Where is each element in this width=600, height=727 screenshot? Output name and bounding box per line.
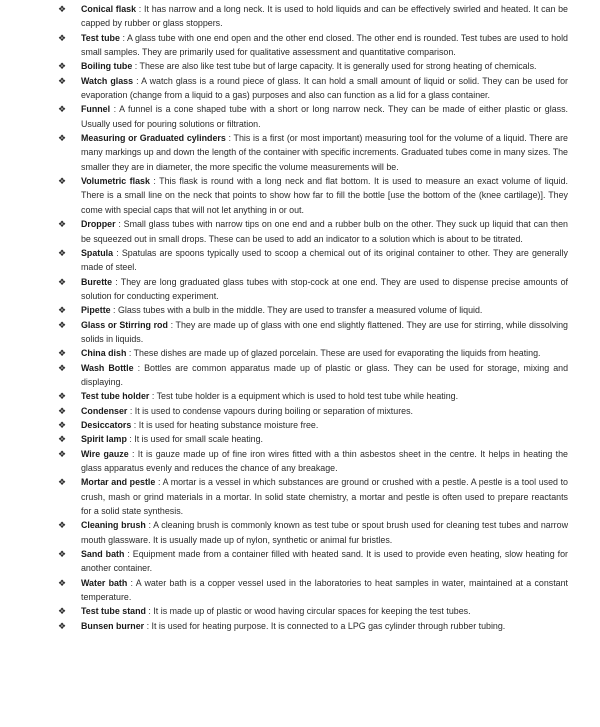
apparatus-description: : It is gauze made up of fine iron wires fitted with a thin asbestos sheet in the centre. It helps in heating the glass apparatus evenly and reduces the chance of any breakage. xyxy=(81,448,568,473)
list-item xyxy=(56,418,568,432)
apparatus-term: Sand bath xyxy=(81,549,125,560)
apparatus-term: Test tube holder xyxy=(81,391,150,402)
apparatus-description: : A water bath is a copper vessel used in the laboratories to heat samples in water, maintained at a constant temperature. xyxy=(81,577,568,603)
apparatus-term: Condenser xyxy=(81,405,128,416)
list-item xyxy=(56,447,568,476)
apparatus-description: : This flask is round with a long neck and flat bottom. It is used to measure an exact volume of liquid. There is a small line on the neck that points to show how far to fill the bottle [use the bottom of the (knee cartilage)]. They come with special caps that will not let anything in or out. xyxy=(81,176,568,215)
apparatus-term: Wash Bottle xyxy=(81,362,134,373)
apparatus-term: Spirit lamp xyxy=(81,434,127,445)
apparatus-term: Test tube xyxy=(81,32,120,43)
apparatus-description: : Spatulas are spoons typically used to scoop a chemical out of its original container to other. They are generally made of steel. xyxy=(81,247,568,273)
list-item xyxy=(56,475,568,518)
apparatus-description: : It has narrow and a long neck. It is used to hold liquids and can be effectively swirled and heated. It can be capped by rubber or glass stoppers. xyxy=(81,4,568,29)
apparatus-term: Desiccators xyxy=(81,419,132,430)
list-item xyxy=(56,389,568,403)
list-item xyxy=(56,619,568,633)
list-item xyxy=(56,59,568,73)
list-item xyxy=(56,246,568,275)
list-item xyxy=(56,576,568,605)
diamond-bullet-icon: ❖ xyxy=(58,32,67,43)
list-item xyxy=(56,604,568,618)
apparatus-term: Dropper xyxy=(81,219,116,230)
diamond-bullet-icon: ❖ xyxy=(58,549,67,560)
list-item xyxy=(56,102,568,131)
apparatus-term: Wire gauze xyxy=(81,448,129,459)
apparatus-description: : These are also like test tube but of large capacity. It is generally used for strong heating of chemicals. xyxy=(132,61,537,72)
diamond-bullet-icon: ❖ xyxy=(58,4,67,14)
diamond-bullet-icon: ❖ xyxy=(58,276,67,287)
apparatus-list xyxy=(56,2,568,633)
apparatus-description: : A cleaning brush is commonly known as test tube or spout brush used for cleaning test tubes and narrow mouth glassware. It is usually made up of nylon, synthetic or animal fur bristles. xyxy=(81,520,568,545)
apparatus-term: Pipette xyxy=(81,305,111,316)
list-item xyxy=(56,518,568,547)
list-item xyxy=(56,74,568,103)
diamond-bullet-icon: ❖ xyxy=(58,176,67,187)
diamond-bullet-icon: ❖ xyxy=(58,448,67,459)
apparatus-term: China dish xyxy=(81,348,127,359)
diamond-bullet-icon: ❖ xyxy=(58,75,67,86)
apparatus-term: Test tube stand xyxy=(81,606,146,617)
list-item xyxy=(56,318,568,347)
diamond-bullet-icon: ❖ xyxy=(58,577,67,588)
diamond-bullet-icon: ❖ xyxy=(58,61,67,72)
list-item xyxy=(56,404,568,418)
diamond-bullet-icon: ❖ xyxy=(58,620,67,631)
apparatus-description: : This is a first (or most important) measuring tool for the volume of a liquid. There are many markings up and down the length of the container with specific increments. Graduated tubes come in many sizes. The smaller they are in diameter, the more specific the volume measurements will be. xyxy=(81,133,568,172)
apparatus-list-page xyxy=(56,2,568,633)
apparatus-term: Water bath xyxy=(81,577,128,588)
list-item xyxy=(56,217,568,246)
apparatus-term: Mortar and pestle xyxy=(81,477,156,488)
apparatus-description: : These dishes are made up of glazed porcelain. These are used for evaporating the liquids from heating. xyxy=(126,348,541,359)
diamond-bullet-icon: ❖ xyxy=(58,348,67,359)
apparatus-term: Spatula xyxy=(81,247,114,258)
apparatus-description: : A glass tube with one end open and the other end closed. The other end is rounded. Test tubes are used to hold small samples. They are primarily used for qualitative assessment and quantitative comparison. xyxy=(81,32,568,58)
list-item xyxy=(56,31,568,60)
list-item xyxy=(56,275,568,304)
apparatus-description: : It is used for heating substance moisture free. xyxy=(131,419,319,430)
apparatus-description: : It is used to condense vapours during boiling or separation of mixtures. xyxy=(127,405,413,416)
apparatus-description: : Test tube holder is a equipment which is used to hold test tube while heating. xyxy=(149,391,459,402)
list-item xyxy=(56,361,568,390)
list-item xyxy=(56,131,568,174)
apparatus-description: : A mortar is a vessel in which substances are ground or crushed with a pestle. A pestle is a tool used to crush, mash or grind materials in a mortar. In solid state chemistry, a mortar and pestle is often used to prepare reactants for a solid state synthesis. xyxy=(81,477,568,517)
diamond-bullet-icon: ❖ xyxy=(58,606,67,617)
diamond-bullet-icon: ❖ xyxy=(58,133,67,144)
list-item xyxy=(56,303,568,317)
diamond-bullet-icon: ❖ xyxy=(58,477,67,488)
apparatus-term: Funnel xyxy=(81,104,111,115)
list-item xyxy=(56,432,568,446)
apparatus-description: : It is used for heating purpose. It is connected to a LPG gas cylinder through rubber tubing. xyxy=(144,620,506,631)
apparatus-term: Boiling tube xyxy=(81,61,133,72)
diamond-bullet-icon: ❖ xyxy=(58,419,67,430)
diamond-bullet-icon: ❖ xyxy=(58,219,67,230)
diamond-bullet-icon: ❖ xyxy=(58,391,67,402)
list-item xyxy=(56,2,568,31)
apparatus-description: : It is used for small scale heating. xyxy=(126,434,264,445)
diamond-bullet-icon: ❖ xyxy=(58,362,67,373)
list-item xyxy=(56,174,568,217)
diamond-bullet-icon: ❖ xyxy=(58,319,67,330)
apparatus-term: Measuring or Graduated cylinders xyxy=(81,133,226,144)
apparatus-description: : A funnel is a cone shaped tube with a short or long narrow neck. They can be made of either plastic or glass. Usually used for pouring solutions or filtration. xyxy=(81,104,568,129)
diamond-bullet-icon: ❖ xyxy=(58,247,67,258)
list-item xyxy=(56,346,568,360)
apparatus-term: Watch glass xyxy=(81,75,134,86)
list-item xyxy=(56,547,568,576)
apparatus-description: : It is made up of plastic or wood having circular spaces for keeping the test tubes. xyxy=(145,606,471,617)
diamond-bullet-icon: ❖ xyxy=(58,104,67,115)
apparatus-description: : Equipment made from a container filled with heated sand. It is used to provide even heating, slow heating for another container. xyxy=(81,549,568,574)
apparatus-term: Cleaning brush xyxy=(81,520,146,531)
diamond-bullet-icon: ❖ xyxy=(58,305,67,316)
apparatus-term: Conical flask xyxy=(81,4,137,14)
apparatus-term: Glass or Stirring rod xyxy=(81,319,168,330)
apparatus-term: Volumetric flask xyxy=(81,176,150,187)
diamond-bullet-icon: ❖ xyxy=(58,405,67,416)
apparatus-description: : They are long graduated glass tubes with stop-cock at one end. They are used to dispense precise amounts of solution for conducting experiment. xyxy=(81,276,568,301)
diamond-bullet-icon: ❖ xyxy=(58,434,67,445)
diamond-bullet-icon: ❖ xyxy=(58,520,67,531)
apparatus-term: Burette xyxy=(81,276,113,287)
apparatus-description: : Glass tubes with a bulb in the middle. They are used to transfer a measured volume of liquid. xyxy=(110,305,483,316)
apparatus-term: Bunsen burner xyxy=(81,620,145,631)
apparatus-description: : Small glass tubes with narrow tips on one end and a rubber bulb on the other. They suck up liquid that can then be squeezed out in small drops. These can be used to add an indicator to a solution which is about to be titrated. xyxy=(81,219,568,244)
apparatus-description: : They are made up of glass with one end slightly flattened. They are use for stirring, while dissolving solids in liquids. xyxy=(81,319,568,344)
apparatus-description: : A watch glass is a round piece of glass. It can hold a small amount of liquid or solid. They can be used for evaporation (change from a liquid to a gas) purposes and also can function as a lid for a glass container. xyxy=(81,75,568,101)
apparatus-description: : Bottles are common apparatus made up of plastic or glass. They can be used for storage, mixing and displaying. xyxy=(81,362,569,387)
